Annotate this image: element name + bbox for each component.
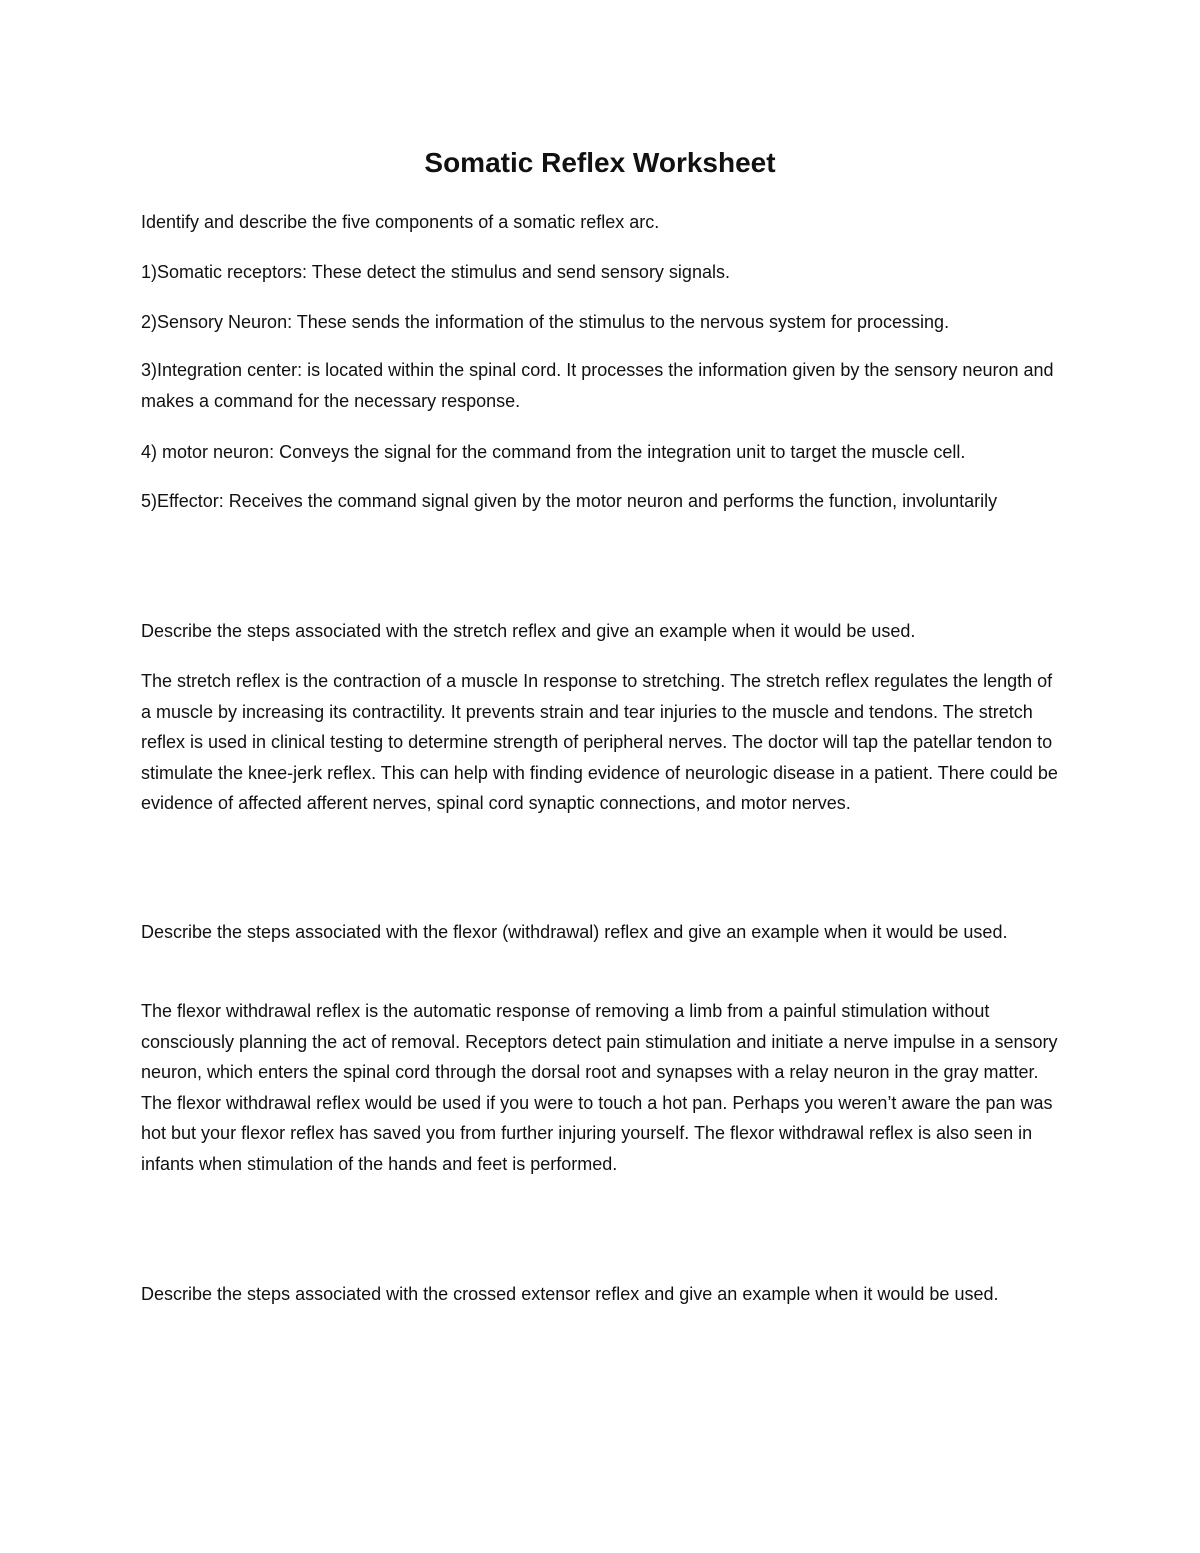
question-4-prompt: Describe the steps associated with the crossed extensor reflex and give an example when it would be used. [141, 1284, 999, 1304]
question-2-answer: The stretch reflex is the contraction of a muscle In response to stretching. The stretch reflex regulates the length of a muscle by increasing its contractility. It prevents strain and tear injuries to the muscle and tendons. The stretch reflex is used in clinical testing to determine strength of peripheral nerves. The doctor will tap the patellar tendon to stimulate the knee-jerk reflex. This can help with finding evidence of neurologic disease in a patient. There could be evidence of affected afferent nerves, spinal cord synaptic connections, and motor nerves. [141, 671, 1058, 813]
question-3-prompt: Describe the steps associated with the flexor (withdrawal) reflex and give an example when it would be used. [141, 922, 1008, 942]
page-title: Somatic Reflex Worksheet [424, 147, 776, 178]
question-3-answer: The flexor withdrawal reflex is the automatic response of removing a limb from a painful stimulation without consciously planning the act of removal. Receptors detect pain stimulation and initiate a nerve impulse in a sensory neuron, which enters the spinal cord through the dorsal root and synapses with a relay neuron in the gray matter. The flexor withdrawal reflex would be used if you were to touch a hot pan. Perhaps you weren’t aware the pan was hot but your flexor reflex has saved you from further injuring yourself. The flexor withdrawal reflex is also seen in infants when stimulation of the hands and feet is performed. [141, 1001, 1058, 1174]
component-item-4: 4) motor neuron: Conveys the signal for the command from the integration unit to target the muscle cell. [141, 442, 966, 462]
question-2-prompt: Describe the steps associated with the stretch reflex and give an example when it would be used. [141, 621, 916, 641]
question-1-prompt: Identify and describe the five components of a somatic reflex arc. [141, 212, 660, 232]
component-item-1: 1)Somatic receptors: These detect the stimulus and send sensory signals. [141, 262, 730, 282]
component-item-5: 5)Effector: Receives the command signal given by the motor neuron and performs the function, involuntarily [141, 491, 998, 511]
component-item-3: 3)Integration center: is located within the spinal cord. It processes the information given by the sensory neuron and makes a command for the necessary response. [141, 360, 1054, 411]
component-item-2: 2)Sensory Neuron: These sends the information of the stimulus to the nervous system for processing. [141, 312, 950, 332]
